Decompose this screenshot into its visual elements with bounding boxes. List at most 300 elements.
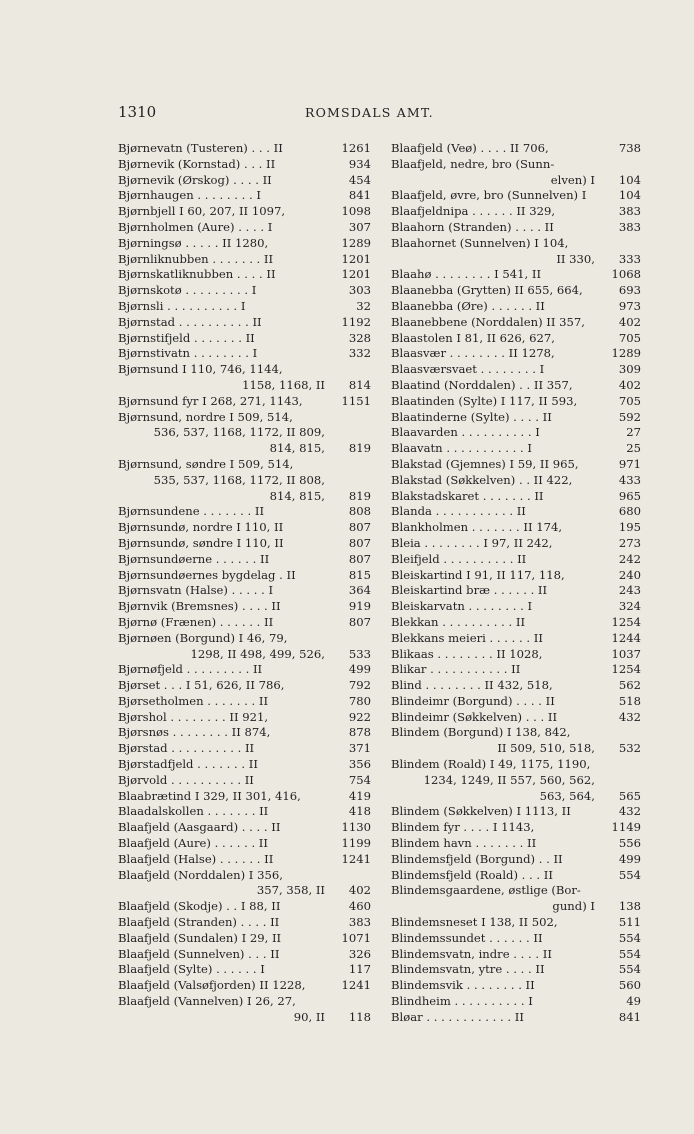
entry-page-ref: 432 [618, 709, 641, 724]
entry-text: Bjørnsund fyr I 268, 271, 1143, [118, 393, 303, 408]
index-entry [118, 410, 371, 426]
entry-text: Blaahorn (Stranden) . . . . II [391, 219, 554, 234]
page-number: 1310 [118, 103, 157, 121]
index-entry [118, 394, 371, 410]
entry-page-ref: 371 [348, 741, 371, 756]
index-entry [118, 741, 371, 757]
entry-text: Bjørnsund, nordre I 509, 514, [118, 409, 293, 424]
entry-text: Blindem (Roald) I 49, 1175, 1190, [391, 757, 591, 772]
entry-text: Bjørvold . . . . . . . . . . II [118, 772, 254, 787]
entry-page-ref: 32 [356, 298, 371, 313]
index-entry [391, 141, 641, 157]
entry-text: Blaafjeld (Halse) . . . . . . II [118, 851, 274, 866]
entry-page-ref: 303 [348, 283, 371, 298]
index-entry [391, 346, 641, 362]
entry-page-ref: 432 [618, 804, 641, 819]
index-entry [391, 173, 641, 189]
index-entry [118, 994, 371, 1010]
index-entry [118, 662, 371, 678]
index-entry [391, 631, 641, 647]
entry-text: Bleiskarvatn . . . . . . . . I [391, 599, 533, 614]
index-entry [391, 504, 641, 520]
index-entry [391, 583, 641, 599]
entry-text: Blindem (Borgund) I 138, 842, [391, 725, 571, 740]
entry-text: 1234, 1249, II 557, 560, 562, [423, 772, 595, 787]
entry-text: Bjørnevik (Kornstad) . . . II [118, 156, 276, 171]
entry-text: Bleifjeld . . . . . . . . . . II [391, 551, 527, 566]
index-entry [118, 188, 371, 204]
entry-page-ref: 138 [618, 899, 641, 914]
entry-text: 563, 564, [539, 788, 595, 803]
entry-text: Blankholmen . . . . . . . II 174, [391, 520, 563, 535]
entry-text: Blaahø . . . . . . . . I 541, II [391, 267, 542, 282]
index-entry [391, 378, 641, 394]
index-entry [118, 299, 371, 315]
entry-text: Blaadalskollen . . . . . . . II [118, 804, 269, 819]
index-entry [391, 410, 641, 426]
entry-page-ref: 693 [618, 283, 641, 298]
index-entry [391, 757, 641, 773]
entry-page-ref: 402 [348, 883, 371, 898]
entry-text: Bleiskartind bræ . . . . . . II [391, 583, 548, 598]
entry-page-ref: 807 [348, 535, 371, 550]
entry-text: Blaafjeld (Sunnelven) . . . II [118, 946, 280, 961]
entry-page-ref: 1037 [611, 646, 641, 661]
entry-page-ref: 1071 [341, 930, 371, 945]
entry-text: Bjørnsund, søndre I 509, 514, [118, 456, 294, 471]
index-entry [118, 947, 371, 963]
index-entry [391, 694, 641, 710]
entry-page-ref: 533 [348, 646, 371, 661]
entry-text: Bjørnstifjeld . . . . . . . II [118, 330, 255, 345]
entry-page-ref: 780 [348, 693, 371, 708]
entry-text: Blindeimr (Borgund) . . . . II [391, 693, 555, 708]
index-entry [118, 852, 371, 868]
entry-text: Blakstadskaret . . . . . . . II [391, 488, 544, 503]
entry-page-ref: 1130 [341, 820, 371, 835]
entry-text: Blindemsgaardene, østlige (Bor- [391, 883, 581, 898]
entry-page-ref: 511 [618, 915, 641, 930]
entry-text: Blaafjeld (Stranden) . . . . II [118, 915, 280, 930]
index-entry [118, 789, 371, 805]
entry-text: 814, 815, [269, 441, 325, 456]
index-entry [391, 1010, 641, 1026]
entry-text: Blaafjeldnipa . . . . . . II 329, [391, 204, 556, 219]
entry-text: Blindemsvik . . . . . . . . II [391, 978, 535, 993]
index-entry [391, 899, 641, 915]
page-header [0, 103, 694, 123]
entry-page-ref: 332 [348, 346, 371, 361]
index-entry [391, 852, 641, 868]
entry-page-ref: 554 [618, 867, 641, 882]
index-entry [118, 915, 371, 931]
entry-page-ref: 808 [348, 504, 371, 519]
running-title: ROMSDALS AMT. [305, 105, 434, 120]
entry-page-ref: 460 [348, 899, 371, 914]
entry-text: Bjørningsø . . . . . II 1280, [118, 235, 269, 250]
entry-text: Blaasvær . . . . . . . . II 1278, [391, 346, 555, 361]
entry-page-ref: 919 [348, 599, 371, 614]
index-entry [118, 599, 371, 615]
index-entry [118, 836, 371, 852]
index-entry [118, 346, 371, 362]
entry-text: Bjørnholmen (Aure) . . . . I [118, 219, 273, 234]
index-entry [391, 599, 641, 615]
index-entry [391, 568, 641, 584]
entry-text: Bjørstadfjeld . . . . . . . II [118, 757, 258, 772]
entry-page-ref: 934 [348, 156, 371, 171]
entry-text: Blaafjeld (Sundalen) I 29, II [118, 930, 282, 945]
entry-page-ref: 419 [348, 788, 371, 803]
entry-page-ref: 705 [618, 393, 641, 408]
entry-page-ref: 973 [618, 298, 641, 313]
index-entry [118, 978, 371, 994]
entry-page-ref: 1098 [341, 204, 371, 219]
entry-text: Blikar . . . . . . . . . . . II [391, 662, 521, 677]
index-entry [118, 757, 371, 773]
entry-page-ref: 273 [618, 535, 641, 550]
entry-page-ref: 878 [348, 725, 371, 740]
index-entry [391, 236, 641, 252]
entry-text: Bjørnøfjeld . . . . . . . . . II [118, 662, 263, 677]
entry-page-ref: 104 [618, 172, 641, 187]
entry-page-ref: 1241 [341, 978, 371, 993]
index-entry [118, 804, 371, 820]
index-entry [118, 315, 371, 331]
index-entry [118, 173, 371, 189]
entry-page-ref: 562 [618, 678, 641, 693]
index-entry [118, 362, 371, 378]
index-entry [118, 647, 371, 663]
index-entry [118, 141, 371, 157]
entry-page-ref: 118 [348, 1009, 371, 1024]
index-entry [391, 947, 641, 963]
entry-text: Bjørnevatn (Tusteren) . . . II [118, 141, 283, 155]
index-entry [391, 315, 641, 331]
index-entry [118, 710, 371, 726]
entry-text: Blaafjeld (Aure) . . . . . . II [118, 836, 268, 851]
entry-text: II 330, [556, 251, 595, 266]
index-entry [118, 457, 371, 473]
index-entry [391, 836, 641, 852]
entry-text: Bjørnhaugen . . . . . . . . I [118, 188, 261, 203]
entry-page-ref: 1254 [611, 614, 641, 629]
entry-page-ref: 356 [348, 757, 371, 772]
entry-text: Bjørnsundø, nordre I 110, II [118, 520, 284, 535]
entry-page-ref: 554 [618, 930, 641, 945]
entry-text: Bjørstad . . . . . . . . . . II [118, 741, 255, 756]
entry-page-ref: 807 [348, 551, 371, 566]
index-entry [118, 283, 371, 299]
entry-page-ref: 1149 [611, 820, 641, 835]
index-entry [118, 820, 371, 836]
entry-page-ref: 592 [618, 409, 641, 424]
index-entry [118, 204, 371, 220]
index-entry [118, 252, 371, 268]
entry-page-ref: 560 [618, 978, 641, 993]
entry-text: Blindemsfjeld (Borgund) . . II [391, 851, 563, 866]
entry-page-ref: 841 [348, 188, 371, 203]
entry-page-ref: 1289 [341, 235, 371, 250]
entry-page-ref: 1241 [341, 851, 371, 866]
entry-text: Blaabrætind I 329, II 301, 416, [118, 788, 301, 803]
entry-page-ref: 328 [348, 330, 371, 345]
index-column-right [391, 141, 641, 1026]
entry-page-ref: 1068 [611, 267, 641, 282]
entry-page-ref: 27 [626, 425, 641, 440]
index-entry [391, 552, 641, 568]
index-entry [391, 741, 641, 757]
entry-text: Blekkan . . . . . . . . . . II [391, 614, 526, 629]
entry-page-ref: 243 [618, 583, 641, 598]
entry-page-ref: 1151 [341, 393, 371, 408]
index-entry [391, 489, 641, 505]
entry-page-ref: 240 [618, 567, 641, 582]
entry-page-ref: 554 [618, 946, 641, 961]
entry-page-ref: 680 [618, 504, 641, 519]
entry-text: Blaafjeld (Aasgaard) . . . . II [118, 820, 281, 835]
index-entry [118, 425, 371, 441]
entry-text: Blaafjeld, nedre, bro (Sunn- [391, 156, 555, 171]
entry-page-ref: 1254 [611, 662, 641, 677]
index-entry [391, 931, 641, 947]
entry-text: gund) I [552, 899, 595, 914]
entry-text: Bleia . . . . . . . . I 97, II 242, [391, 535, 553, 550]
entry-text: Blaanebba (Øre) . . . . . . II [391, 298, 545, 313]
entry-text: Blindeimr (Søkkelven) . . . II [391, 709, 558, 724]
index-entry [391, 441, 641, 457]
entry-text: Blaahornet (Sunnelven) I 104, [391, 235, 569, 250]
index-entry [391, 647, 641, 663]
index-entry [118, 631, 371, 647]
index-entry [391, 536, 641, 552]
entry-text: Bjørnsundøernes bygdelag . II [118, 567, 296, 582]
entry-page-ref: 556 [618, 836, 641, 851]
entry-text: Blaafjeld (Skodje) . . I 88, II [118, 899, 281, 914]
entry-text: 1298, II 498, 499, 526, [190, 646, 325, 661]
index-entry [118, 473, 371, 489]
entry-text: elven) I [550, 172, 595, 187]
index-entry [391, 804, 641, 820]
entry-text: Bjørnstivatn . . . . . . . . I [118, 346, 258, 361]
entry-page-ref: 819 [348, 488, 371, 503]
index-entry [391, 710, 641, 726]
entry-page-ref: 383 [618, 204, 641, 219]
index-entry [391, 252, 641, 268]
index-entry [118, 220, 371, 236]
entry-text: Blaatinden (Sylte) I 117, II 593, [391, 393, 578, 408]
entry-page-ref: 383 [618, 219, 641, 234]
index-entry [391, 615, 641, 631]
entry-text: Blindemsfjeld (Roald) . . . II [391, 867, 553, 882]
entry-page-ref: 922 [348, 709, 371, 724]
index-entry [118, 615, 371, 631]
index-entry [391, 883, 641, 899]
index-entry [391, 725, 641, 741]
entry-page-ref: 383 [348, 915, 371, 930]
entry-text: Blaafjeld (Vannelven) I 26, 27, [118, 994, 296, 1009]
entry-text: Bjørsetholmen . . . . . . . II [118, 693, 269, 708]
index-entry [391, 362, 641, 378]
entry-text: Blindheim . . . . . . . . . . I [391, 994, 533, 1009]
entry-page-ref: 402 [618, 314, 641, 329]
entry-text: Bløar . . . . . . . . . . . . II [391, 1009, 524, 1024]
entry-text: Blaafjeld (Norddalen) I 356, [118, 867, 283, 882]
entry-page-ref: 364 [348, 583, 371, 598]
index-entry [391, 425, 641, 441]
entry-page-ref: 418 [348, 804, 371, 819]
entry-text: Bjørnvik (Bremsnes) . . . . II [118, 599, 281, 614]
entry-page-ref: 333 [618, 251, 641, 266]
entry-page-ref: 971 [618, 456, 641, 471]
entry-page-ref: 104 [618, 188, 641, 203]
index-entry [118, 1010, 371, 1026]
index-entry [391, 678, 641, 694]
entry-text: 357, 358, II [256, 883, 325, 898]
index-entry [118, 694, 371, 710]
entry-text: Blind . . . . . . . . II 432, 518, [391, 678, 553, 693]
index-entry [118, 504, 371, 520]
index-entry [118, 236, 371, 252]
index-entry [118, 868, 371, 884]
entry-text: Blaafjeld, øvre, bro (Sunnelven) I [391, 188, 587, 203]
entry-text: Blaafjeld (Sylte) . . . . . . I [118, 962, 265, 977]
entry-page-ref: 1199 [341, 836, 371, 851]
entry-text: Bjørnsund I 110, 746, 1144, [118, 362, 283, 377]
entry-text: Blaatind (Norddalen) . . II 357, [391, 377, 573, 392]
entry-text: Blanda . . . . . . . . . . . II [391, 504, 526, 519]
entry-text: Blindemsvatn, indre . . . . II [391, 946, 552, 961]
index-entry [118, 568, 371, 584]
entry-page-ref: 815 [348, 567, 371, 582]
entry-text: Bjørnsli . . . . . . . . . . I [118, 298, 246, 313]
entry-page-ref: 242 [618, 551, 641, 566]
entry-text: 1158, 1168, II [242, 377, 325, 392]
entry-page-ref: 1192 [341, 314, 371, 329]
entry-page-ref: 532 [618, 741, 641, 756]
entry-text: II 509, 510, 518, [497, 741, 595, 756]
entry-text: Bjørnsundene . . . . . . . II [118, 504, 265, 519]
index-entry [118, 331, 371, 347]
index-entry [391, 299, 641, 315]
entry-text: 536, 537, 1168, 1172, II 809, [153, 425, 325, 440]
index-entry [391, 204, 641, 220]
entry-page-ref: 195 [618, 520, 641, 535]
index-entry [391, 994, 641, 1010]
index-entry [118, 725, 371, 741]
index-entry [118, 899, 371, 915]
index-entry [391, 331, 641, 347]
entry-page-ref: 499 [618, 851, 641, 866]
entry-text: Blindemsvatn, ytre . . . . II [391, 962, 545, 977]
entry-text: Blaatinderne (Sylte) . . . . II [391, 409, 552, 424]
index-entry [118, 552, 371, 568]
index-entry [118, 962, 371, 978]
entry-text: 90, II [293, 1009, 325, 1024]
entry-page-ref: 1201 [341, 267, 371, 282]
entry-page-ref: 402 [618, 377, 641, 392]
entry-text: Bjørnsvatn (Halse) . . . . . I [118, 583, 274, 598]
entry-page-ref: 819 [348, 441, 371, 456]
entry-page-ref: 499 [348, 662, 371, 677]
index-entry [391, 978, 641, 994]
entry-text: Blekkans meieri . . . . . . II [391, 630, 543, 645]
entry-text: Bjørnskatliknubben . . . . II [118, 267, 276, 282]
entry-text: Bjørset . . . I 51, 626, II 786, [118, 678, 285, 693]
entry-page-ref: 49 [626, 994, 641, 1009]
entry-text: Blindemssundet . . . . . . II [391, 930, 543, 945]
entry-text: Blindem havn . . . . . . . II [391, 836, 537, 851]
entry-text: 535, 537, 1168, 1172, II 808, [153, 472, 325, 487]
entry-text: Bjørsnøs . . . . . . . . II 874, [118, 725, 271, 740]
index-entry [391, 457, 641, 473]
index-entry [118, 931, 371, 947]
index-entry [391, 868, 641, 884]
entry-page-ref: 807 [348, 520, 371, 535]
entry-page-ref: 117 [348, 962, 371, 977]
index-entry [118, 678, 371, 694]
entry-text: Bjørnliknubben . . . . . . . II [118, 251, 274, 266]
index-entry [391, 220, 641, 236]
entry-page-ref: 326 [348, 946, 371, 961]
entry-text: Bjørnstad . . . . . . . . . . II [118, 314, 262, 329]
index-entry [391, 915, 641, 931]
entry-page-ref: 754 [348, 772, 371, 787]
index-entry [118, 378, 371, 394]
entry-page-ref: 554 [618, 962, 641, 977]
entry-text: Blaavatn . . . . . . . . . . . I [391, 441, 532, 456]
entry-text: Bjørshol . . . . . . . . II 921, [118, 709, 269, 724]
index-entry [118, 489, 371, 505]
entry-text: Blindem fyr . . . . I 1143, [391, 820, 535, 835]
entry-text: Blakstad (Gjemnes) I 59, II 965, [391, 456, 579, 471]
entry-page-ref: 738 [618, 141, 641, 155]
entry-text: Blaanebbene (Norddalen) II 357, [391, 314, 585, 329]
entry-page-ref: 433 [618, 472, 641, 487]
entry-page-ref: 1201 [341, 251, 371, 266]
entry-page-ref: 324 [618, 599, 641, 614]
index-entry [391, 394, 641, 410]
entry-page-ref: 807 [348, 614, 371, 629]
entry-page-ref: 309 [618, 362, 641, 377]
entry-text: Bjørnsundøerne . . . . . . II [118, 551, 270, 566]
index-entry [118, 157, 371, 173]
entry-page-ref: 307 [348, 219, 371, 234]
entry-page-ref: 792 [348, 678, 371, 693]
entry-page-ref: 1244 [611, 630, 641, 645]
entry-page-ref: 454 [348, 172, 371, 187]
entry-text: Blaavarden . . . . . . . . . . I [391, 425, 540, 440]
entry-text: 814, 815, [269, 488, 325, 503]
index-entry [118, 536, 371, 552]
entry-text: Blaafjeld (Veø) . . . . II 706, [391, 141, 549, 155]
entry-page-ref: 965 [618, 488, 641, 503]
index-column-left [118, 141, 371, 1026]
entry-text: Bjørnskotø . . . . . . . . . I [118, 283, 257, 298]
index-entry [391, 188, 641, 204]
index-entry [118, 441, 371, 457]
index-entry [118, 883, 371, 899]
entry-page-ref: 565 [618, 788, 641, 803]
entry-page-ref: 518 [618, 693, 641, 708]
entry-page-ref: 25 [626, 441, 641, 456]
entry-text: Bjørnsundø, søndre I 110, II [118, 535, 284, 550]
entry-text: Bjørnøen (Borgund) I 46, 79, [118, 630, 288, 645]
entry-text: Bjørnbjell I 60, 207, II 1097, [118, 204, 286, 219]
index-entry [391, 283, 641, 299]
index-entry [391, 473, 641, 489]
entry-page-ref: 814 [348, 377, 371, 392]
